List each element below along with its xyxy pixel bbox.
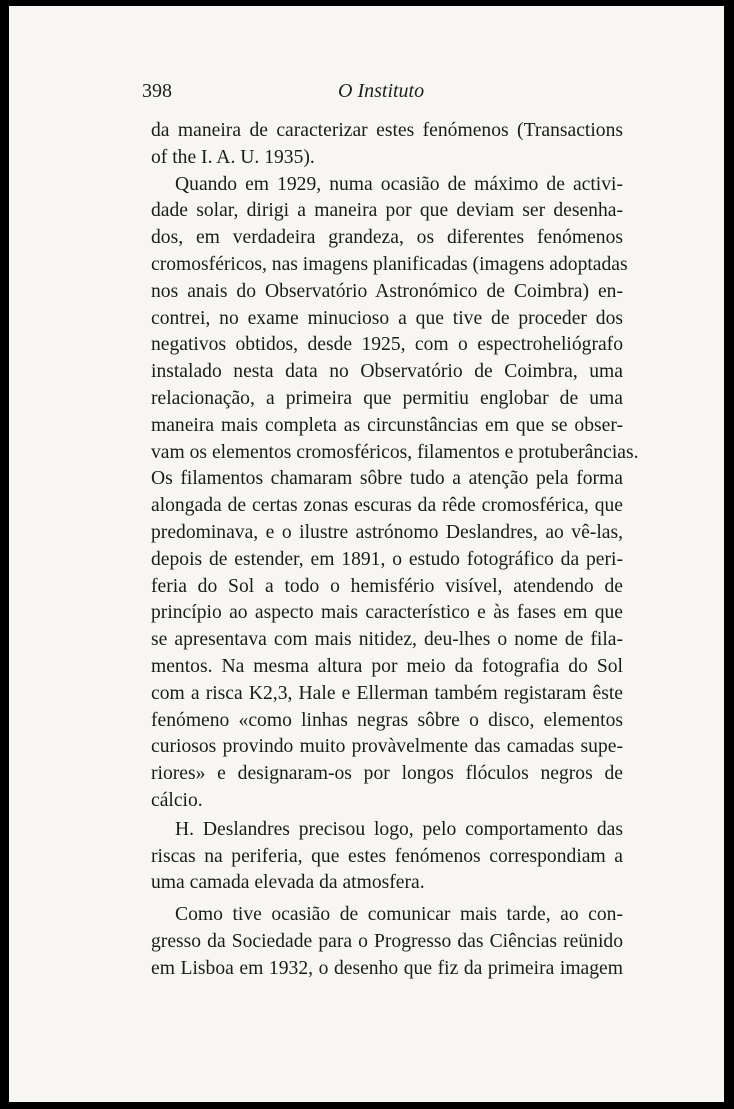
text-line: princípio ao aspecto mais característico e às fases em que	[151, 602, 623, 624]
text-line: contrei, no exame minucioso a que tive de proceder dos	[151, 307, 623, 329]
text-line: em Lisboa em 1932, o desenho que fiz da primeira imagem	[151, 957, 623, 979]
text-line: instalado nesta data no Observatório de Coimbra, uma	[151, 361, 623, 383]
text-line: relacionação, a primeira que permitiu englobar de uma	[151, 387, 623, 409]
corner-mark	[9, 6, 21, 18]
text-line: alongada de certas zonas escuras da rêde cromosférica, que	[151, 495, 623, 517]
text-line: gresso da Sociedade para o Progresso das Ciências reünido	[151, 930, 623, 952]
text-line: dos, em verdadeira grandeza, os diferentes fenómenos	[151, 227, 623, 249]
text-line: se apresentava com mais nitidez, deu-lhes o nome de fila-	[151, 629, 623, 651]
text-line: of the I. A. U. 1935).	[151, 146, 315, 168]
text-line: fenómeno «como linhas negras sôbre o disco, elementos	[151, 709, 623, 731]
text-line: cromosféricos, nas imagens planificadas (imagens adoptadas	[151, 253, 628, 275]
text-line: dade solar, dirigi a maneira por que deviam ser desenha-	[151, 200, 623, 222]
text-line: riscas na periferia, que estes fenómenos correspondiam a	[151, 845, 623, 867]
page-header	[142, 80, 624, 110]
text-line: uma camada elevada da atmosfera.	[151, 872, 425, 894]
text-line: da maneira de caracterizar estes fenómenos (Transactions	[151, 120, 623, 141]
text-line: H. Deslandres precisou logo, pelo comportamento das	[175, 818, 623, 840]
page-number: 398	[142, 80, 172, 102]
text-line: Como tive ocasião de comunicar mais tarde, ao con-	[175, 904, 623, 926]
text-line: vam os elementos cromosféricos, filamentos e protuberâncias.	[151, 441, 639, 463]
running-title: O Instituto	[338, 80, 425, 102]
text-line: riores» e designaram-os por longos flóculos negros de	[151, 763, 623, 785]
text-line: Quando em 1929, numa ocasião de máximo de activi-	[175, 173, 623, 195]
text-line: nos anais do Observatório Astronómico de Coimbra) en-	[151, 280, 623, 302]
text-line: maneira mais completa as circunstâncias em que se obser-	[151, 414, 623, 436]
text-line: cálcio.	[151, 789, 203, 811]
text-line: negativos obtidos, desde 1925, com o espectroheliógrafo	[151, 334, 623, 356]
body-text	[151, 118, 639, 983]
text-line: depois de estender, em 1891, o estudo fotográfico da peri-	[151, 548, 623, 570]
text-line: com a risca K2,3, Hale e Ellerman também registaram êste	[151, 682, 623, 704]
text-line: Os filamentos chamaram sôbre tudo a atenção pela forma	[151, 468, 623, 490]
text-line: mentos. Na mesma altura por meio da fotografia do Sol	[151, 655, 623, 677]
text-line: feria do Sol a todo o hemisfério visível, atendendo de	[151, 575, 623, 597]
text-line: predominava, e o ilustre astrónomo Deslandres, ao vê-las,	[151, 521, 623, 543]
text-line: curiosos provindo muito provàvelmente das camadas supe-	[151, 736, 623, 758]
